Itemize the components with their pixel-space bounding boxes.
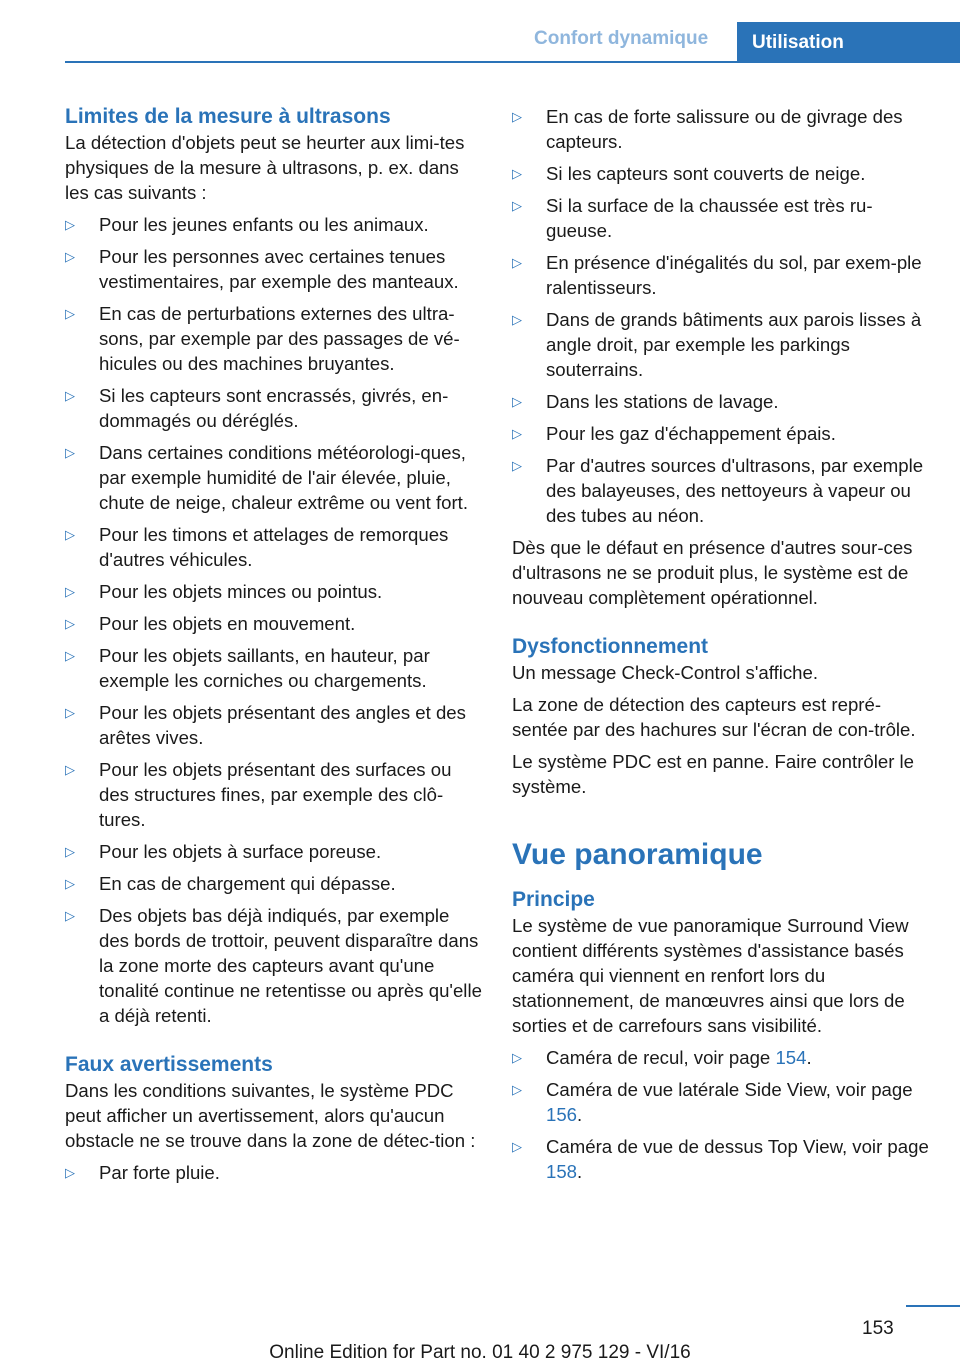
- triangle-right-icon: ▷: [512, 458, 522, 473]
- triangle-right-icon: ▷: [65, 1165, 75, 1180]
- heading-principe: Principe: [512, 888, 595, 911]
- triangle-right-icon: ▷: [65, 249, 75, 264]
- list-item: ▷ Pour les objets à surface poreuse.: [65, 841, 382, 862]
- triangle-right-icon: ▷: [65, 388, 75, 403]
- list-item: ▷ Pour les objets saillants, en hauteur, par exemple les corniches ou chargements.: [65, 645, 430, 691]
- list-item: ▷ Des objets bas déjà indiqués, par exemple des bords de trottoir, peuvent disparaître dans la zone morte des capteurs avant qu'une tonalité continue ne retentisse ou après qu'elle a déjà retenti.: [65, 905, 482, 1026]
- page-link-156[interactable]: 156: [546, 1104, 578, 1125]
- list-item: ▷ Dans de grands bâtiments aux parois lisses à angle droit, par exemple les parkings souterrains.: [512, 309, 922, 380]
- paragraph-dysf-2: La zone de détection des capteurs est repré‐sentée par des hachures sur l'écran de con‐trôle.: [512, 694, 916, 740]
- triangle-right-icon: ▷: [65, 306, 75, 321]
- list-item: ▷ Pour les objets présentant des surfaces ou des structures fines, par exemple des clô‐tures.: [65, 759, 452, 830]
- triangle-right-icon: ▷: [512, 394, 522, 409]
- triangle-right-icon: ▷: [65, 705, 75, 720]
- paragraph-des-que: Dès que le défaut en présence d'autres sour‐ces d'ultrasons ne se produit plus, le système est de nouveau complètement opérationnel.: [512, 537, 913, 608]
- heading-dysfonctionnement: Dysfonctionnement: [512, 635, 709, 658]
- list-item: ▷ Caméra de vue latérale Side View, voir page 156.: [512, 1079, 913, 1125]
- list-item: ▷ En cas de chargement qui dépasse.: [65, 873, 396, 894]
- page-link-158[interactable]: 158: [546, 1161, 578, 1182]
- header-chapter-tab: Utilisation: [737, 22, 960, 62]
- list-item: ▷ Si la surface de la chaussée est très ru‐gueuse.: [512, 195, 873, 241]
- paragraph-principe: Le système de vue panoramique Surround View contient différents systèmes d'assistance basés caméra qui viennent en renfort lors du stationnement, de manœuvres ainsi que lors de sorties et de carrefours sans visibilité.: [512, 915, 909, 1036]
- list-item: ▷ Pour les objets en mouvement.: [65, 613, 356, 634]
- right-column: [512, 104, 934, 1184]
- triangle-right-icon: ▷: [65, 616, 75, 631]
- paragraph-dysf-3: Le système PDC est en panne. Faire contrôler le système.: [512, 751, 915, 797]
- triangle-right-icon: ▷: [65, 844, 75, 859]
- list-item: ▷ En présence d'inégalités du sol, par exem‐ple ralentisseurs.: [512, 252, 922, 298]
- triangle-right-icon: ▷: [512, 312, 522, 327]
- list-item: ▷ Si les capteurs sont couverts de neige.: [512, 163, 866, 184]
- triangle-right-icon: ▷: [512, 109, 522, 124]
- page-number: 153: [862, 1318, 894, 1339]
- triangle-right-icon: ▷: [512, 166, 522, 181]
- page-link-154[interactable]: 154: [775, 1047, 807, 1068]
- triangle-right-icon: ▷: [65, 584, 75, 599]
- heading-vue-panoramique: Vue panoramique: [512, 838, 763, 871]
- heading-faux-avertissements: Faux avertissements: [65, 1053, 273, 1076]
- triangle-right-icon: ▷: [65, 527, 75, 542]
- list-cameras: [512, 1045, 934, 1184]
- list-faux-suite: [512, 104, 934, 528]
- list-item: ▷ Caméra de recul, voir page 154.: [512, 1047, 812, 1068]
- heading-limites: Limites de la mesure à ultrasons: [65, 105, 391, 128]
- list-item: ▷ Par d'autres sources d'ultrasons, par exemple des balayeuses, des nettoyeurs à vapeur ou des tubes au néon.: [512, 455, 924, 526]
- triangle-right-icon: ▷: [512, 1139, 522, 1154]
- list-item: ▷ Pour les jeunes enfants ou les animaux.: [65, 214, 429, 235]
- list-item: ▷ Dans les stations de lavage.: [512, 391, 779, 412]
- triangle-right-icon: ▷: [512, 426, 522, 441]
- list-item: ▷ Pour les timons et attelages de remorques d'autres véhicules.: [65, 524, 449, 570]
- list-item: ▷ Pour les gaz d'échappement épais.: [512, 423, 836, 444]
- list-limites: [65, 212, 483, 1028]
- triangle-right-icon: ▷: [512, 1082, 522, 1097]
- header-section-title: Confort dynamique: [534, 28, 709, 49]
- list-item: ▷ Pour les personnes avec certaines tenues vestimentaires, par exemple des manteaux.: [65, 246, 459, 292]
- list-item: ▷ En cas de forte salissure ou de givrage des capteurs.: [512, 106, 903, 152]
- triangle-right-icon: ▷: [65, 445, 75, 460]
- list-item: ▷ Caméra de vue de dessus Top View, voir page 158.: [512, 1136, 929, 1182]
- triangle-right-icon: ▷: [512, 198, 522, 213]
- triangle-right-icon: ▷: [65, 217, 75, 232]
- list-item: ▷ En cas de perturbations externes des ultra‐sons, par exemple par des passages de vé‐hicules ou des machines bruyantes.: [65, 303, 460, 374]
- header-rule: [65, 61, 960, 63]
- list-item: ▷ Dans certaines conditions météorologi‐ques, par exemple humidité de l'air élevée, pluie, chute de neige, chaleur extrême ou vent fort.: [65, 442, 468, 513]
- paragraph-dysf-1: Un message Check-Control s'affiche.: [512, 662, 819, 683]
- paragraph-faux: Dans les conditions suivantes, le système PDC peut afficher un avertissement, alors qu'aucun obstacle ne se trouve dans la zone de détec‐tion :: [65, 1080, 476, 1151]
- list-faux: [65, 1160, 483, 1185]
- footer-rule: [906, 1305, 960, 1307]
- list-item: ▷ Pour les objets présentant des angles et des arêtes vives.: [65, 702, 466, 748]
- triangle-right-icon: ▷: [512, 1050, 522, 1065]
- triangle-right-icon: ▷: [65, 762, 75, 777]
- triangle-right-icon: ▷: [65, 648, 75, 663]
- triangle-right-icon: ▷: [65, 876, 75, 891]
- footer-edition: Online Edition for Part no. 01 40 2 975 129 - VI/16: [269, 1342, 691, 1363]
- list-item: ▷ Si les capteurs sont encrassés, givrés, en‐dommagés ou déréglés.: [65, 385, 449, 431]
- list-item: ▷ Pour les objets minces ou pointus.: [65, 581, 383, 602]
- triangle-right-icon: ▷: [65, 908, 75, 923]
- paragraph-limites: La détection d'objets peut se heurter aux limi‐tes physiques de la mesure à ultrasons, p. ex. dans les cas suivants :: [65, 132, 465, 203]
- left-column: [65, 104, 483, 1185]
- triangle-right-icon: ▷: [512, 255, 522, 270]
- list-item: ▷ Par forte pluie.: [65, 1162, 220, 1183]
